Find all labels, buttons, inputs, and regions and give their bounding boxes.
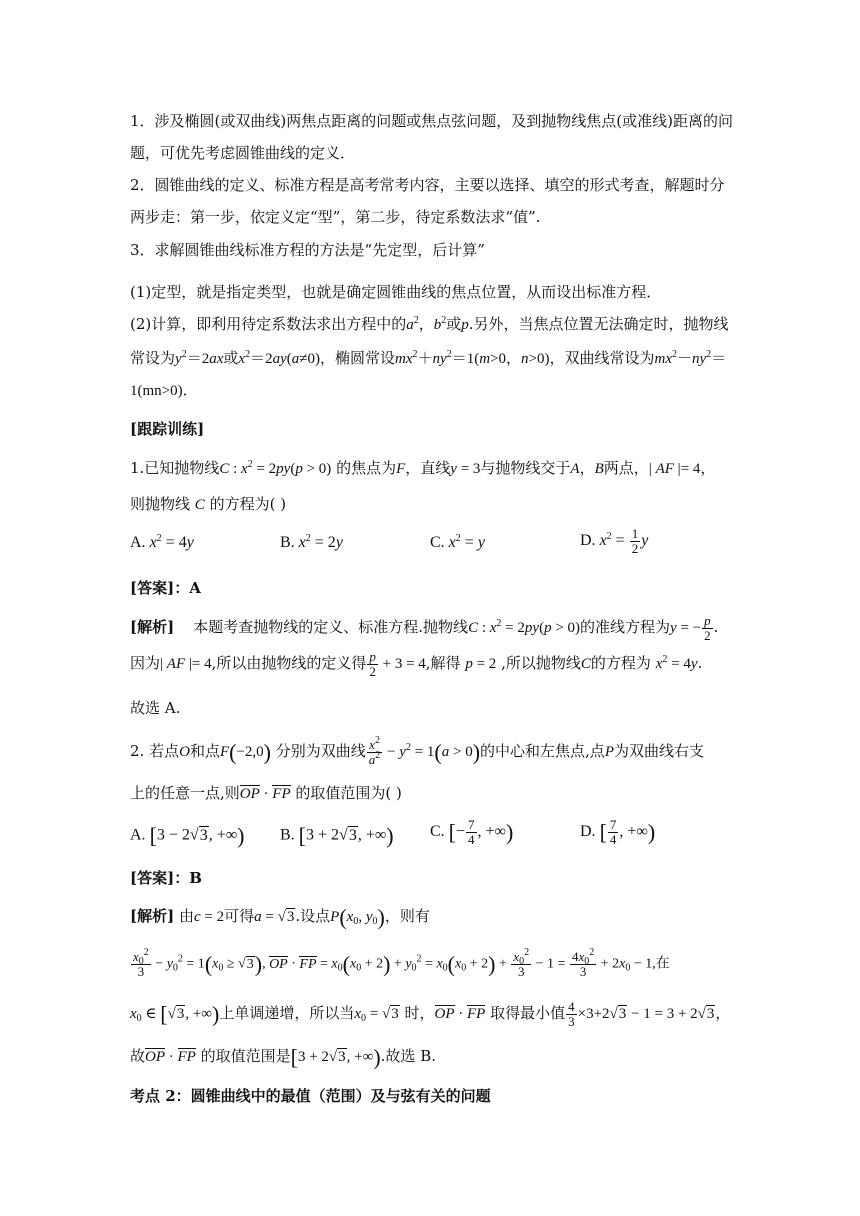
paragraph-1-line-2: 题，可优先考虑圆锥曲线的定义．: [130, 144, 356, 162]
paragraph-3: 3．求解圆锥曲线标准方程的方法是“先定型，后计算”: [130, 241, 485, 259]
q1-answer: [答案]：A: [130, 579, 201, 597]
paragraph-5-line-2: 常设为$y^2=2ax$或$x^2=2ay(a\ne 0)$，椭圆常设$mx^2+ny^2=1(m>0$，n>0)，双曲线常设为$mx^2-ny^2=$: [130, 349, 727, 367]
q1-option-c[interactable]: C. $x^2 = y$: [430, 533, 485, 551]
q1-option-d[interactable]: D. $x^2$ = $\frac{1}{2}$ y: [580, 526, 649, 556]
paragraph-4: (1)定型，就是指定类型，也就是确定圆锥曲线的焦点位置，从而设出标准方程．: [130, 283, 662, 301]
q1-option-b[interactable]: B. $x^2 = 2y$: [280, 533, 343, 551]
paragraph-1-line-1: 1．涉及椭圆(或双曲线)两焦点距离的问题或焦点弦问题，及到抛物线焦点(或准线)距离的问: [130, 112, 733, 130]
paragraph-2-line-2: 两步走：第一步，依定义定“型”，第二步，待定系数法求“值”.: [130, 208, 541, 226]
q2-option-a[interactable]: A. [3 − 2√3, +∞): [130, 823, 245, 848]
paragraph-5-line-3: 1(mn>0)．: [130, 383, 198, 399]
paragraph-2-line-1: 2．圆锥曲线的定义、标准方程是高考常考内容，主要以选择、填空的形式考查，解题时分: [130, 176, 725, 194]
q1-stem-line-1: 1.已知抛物线C : $x^2 = 2py(p > 0)$ 的焦点为F，直线y = 3与抛物线交于A，B两点，| AF |= 4，: [130, 459, 716, 477]
q2-option-b[interactable]: B. [3 + 2√3, +∞): [280, 823, 394, 848]
q1-analysis-line-2: 因为| AF |= 4,所以由抛物线的定义得 $\frac{p}{2}$ + 3 = 4,解得 p = 2 ,所以抛物线C的方程为 $x^2 = 4y$.: [130, 649, 703, 679]
q1-option-a[interactable]: A. $x^2 = 4y$: [130, 533, 194, 551]
paragraph-5-line-1: (2)计算，即利用待定系数法求出方程中的$a^2$，$b^2$或p.另外，当焦点位置无法确定时，抛物线: [130, 315, 729, 333]
q2-option-c[interactable]: C. [− $\frac{7}{4}$ , +∞): [430, 817, 514, 847]
q1-analysis-line-1: [解析] 本题考查抛物线的定义、标准方程.抛物线C : $x^2 = 2py(p > 0)$的准线方程为y = − $\frac{p}{2}$ .: [130, 613, 719, 643]
q2-stem-line-2: 上的任意一点,则OP · FP 的取值范围为( ): [130, 784, 402, 802]
q2-answer: [答案]：B: [130, 869, 202, 887]
q2-analysis-line-4: 故OP · FP 的取值范围是[3 + 2√3, +∞).故选 B.: [130, 1044, 436, 1070]
section-tracking-title: [跟踪训练]: [130, 420, 205, 438]
q2-analysis-line-3: $x_0$ ∈ [√3, +∞)上单调递增，所以当$x_0 = √3$ 时，OP · FP 取得最小值 $\frac{4}{3}$ ×3+2√3 − 1 = 3 + 2√3，: [130, 999, 731, 1029]
section-point2-title: 考点 2：圆锥曲线中的最值（范围）及与弦有关的问题: [130, 1087, 491, 1105]
q2-analysis-line-1: [解析] 由c = 2可得a = √3.设点$P(x_0$, $y_0$)，则有: [130, 904, 430, 930]
q2-option-d[interactable]: D. [ $\frac{7}{4}$ , +∞): [580, 817, 656, 847]
q2-analysis-line-2: $\frac{x_0^2}{3}$ − $y_0^2 = 1(x_0 \ge √3)$, OP · FP = $x_0(x_0 + 2) + y_0^2 = x_0(x_0 + 2)$ + $\frac{x_0^2}{3}$ − 1 = $\frac{4x_0^2}{3}$ + $2x_0 - 1$,在: [133, 947, 670, 979]
q1-stem-line-2: 则抛物线 C 的方程为( ): [130, 495, 287, 513]
q1-analysis-line-3: 故选 A.: [130, 699, 181, 717]
q2-stem-line-1: 2. 若点O和点F(−2,0) 分别为双曲线 $\frac{x^2}{a^2}$ − $y^2 = 1(a > 0)$的中心和左焦点,点P为双曲线右支: [130, 735, 704, 767]
